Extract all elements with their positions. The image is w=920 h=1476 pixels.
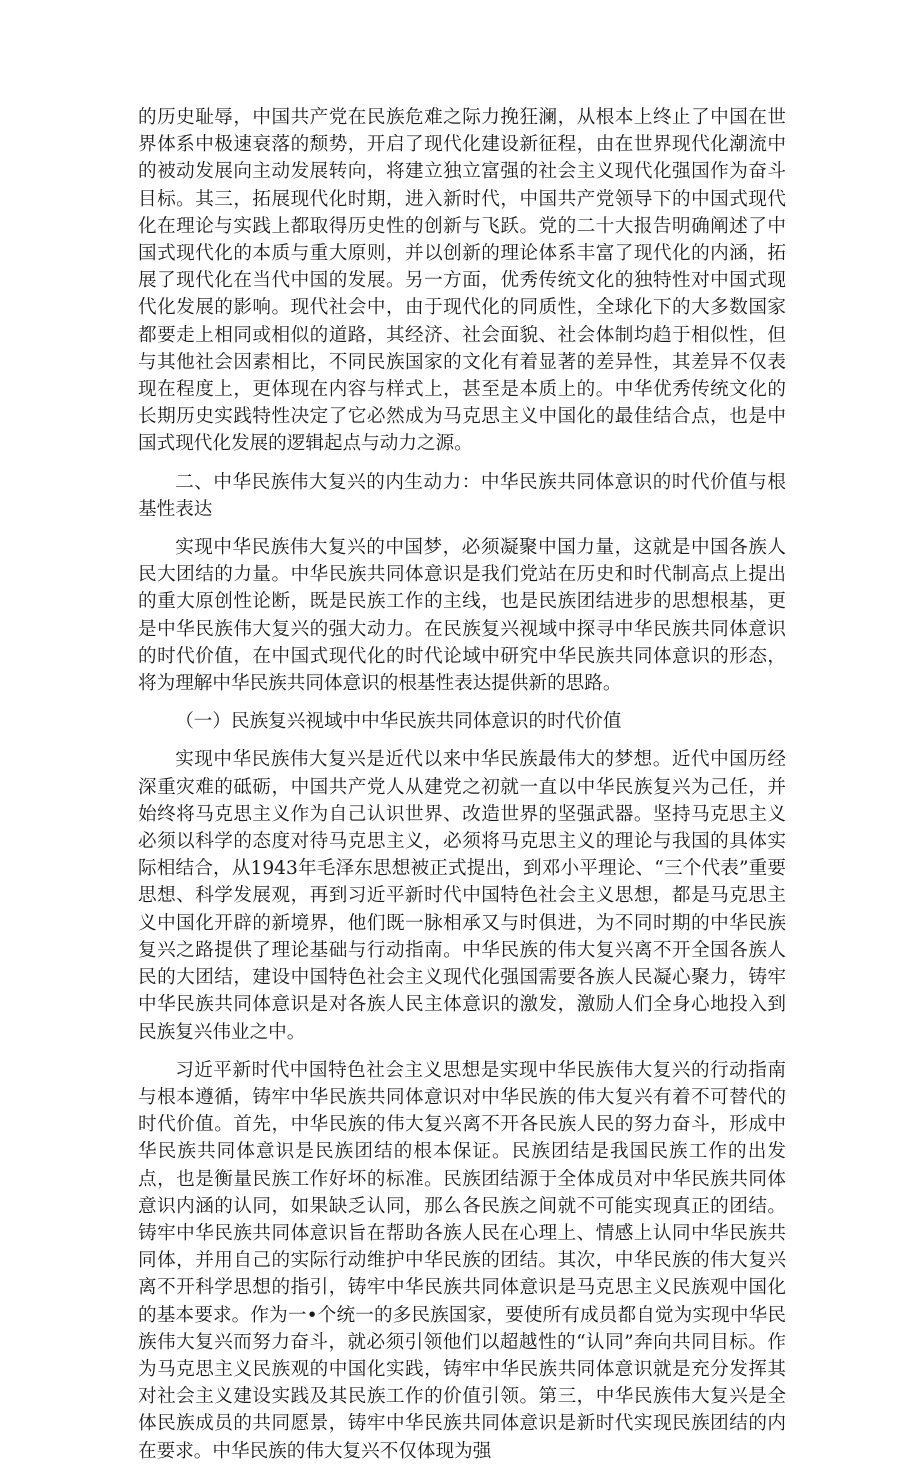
section-heading: 二、中华民族伟大复兴的内生动力：中华民族共同体意识的时代价值与根基性表达 <box>138 471 786 520</box>
paragraph-continued: 的历史耻辱，中国共产党在民族危难之际力挽狂澜，从根本上终止了中国在世界体系中极速衰落的颓势，开启了现代化建设新征程，由在世界现代化潮流中的被动发展向主动发展转向，将建立独立富强的社会主义现代化强国作为奋斗目标。其三，拓展现代化时期，进入新时代，中国共产党领导下的中国式现代化在理论与实践上都取得历史性的创新与飞跃。党的二十大报告明确阐述了中国式现代化的本质与重大原则，并以创新的理论体系丰富了现代化的内涵，拓展了现代化在当代中国的发展。另一方面，优秀传统文化的独特性对中国式现代化发展的影响。现代社会中，由于现代化的同质性，全球化下的大多数国家都要走上相同或相似的道路，其经济、社会面貌、社会体制均趋于相似性，但与其他社会因素相比，不同民族国家的文化有着显著的差异性，其差异不仅表现在程度上，更体现在内容与样式上，甚至是本质上的。中华优秀传统文化的长期历史实践特性决定了它必然成为马克思主义中国化的最佳结合点，也是中国式现代化发展的逻辑起点与动力之源。 <box>138 107 786 455</box>
section-intro-paragraph: 实现中华民族伟大复兴的中国梦，必须凝聚中国力量，这就是中国各族人民大团结的力量。中华民族共同体意识是我们党站在历史和时代制高点上提出的重大原创性论断，既是民族工作的主线，也是民族团结进步的思想根基，更是中华民族伟大复兴的强大动力。在民族复兴视域中探寻中华民族共同体意识的时代价值，在中国式现代化的时代论域中研究中华民族共同体意识的形态，将为理解中华民族共同体意识的根基性表达提供新的思路。 <box>138 537 786 695</box>
body-paragraph: 习近平新时代中国特色社会主义思想是实现中华民族伟大复兴的行动指南与根本遵循，铸牢中华民族共同体意识对中华民族的伟大复兴有着不可替代的时代价值。首先，中华民族的伟大复兴离不开各民族人民的努力奋斗，形成中华民族共同体意识是民族团结的根本保证。民族团结是我国民族工作的出发点，也是衡量民族工作好坏的标准。民族团结源于全体成员对中华民族共同体意识内涵的认同，如果缺乏认同，那么各民族之间就不可能实现真正的团结。铸牢中华民族共同体意识旨在帮助各族人民在心理上、情感上认同中华民族共同体，并用自己的实际行动维护中华民族的团结。其次，中华民族的伟大复兴离不开科学思想的指引，铸牢中华民族共同体意识是马克思主义民族观中国化的基本要求。作为一•个统一的多民族国家，要使所有成员都自觉为实现中华民族伟大复兴而努力奋斗，就必须引领他们以超越性的“认同”奔向共同目标。作为马克思主义民族观的中国化实践，铸牢中华民族共同体意识就是充分发挥其对社会主义建设实践及其民族工作的价值引领。第三，中华民族伟大复兴是全体民族成员的共同愿景，铸牢中华民族共同体意识是新时代实现民族团结的内在要求。中华民族的伟大复兴不仅体现为强 <box>138 1059 786 1462</box>
document-page <box>138 104 786 1476</box>
subsection-heading: （一）民族复兴视域中中华民族共同体意识的时代价值 <box>175 711 622 733</box>
body-paragraph: 实现中华民族伟大复兴是近代以来中华民族最伟大的梦想。近代中国历经深重灾难的砥砺，中国共产党人从建党之初就一直以中华民族复兴为己任，并始终将马克思主义作为自己认识世界、改造世界的坚强武器。坚持马克思主义必须以科学的态度对待马克思主义，必须将马克思主义的理论与我国的具体实际相结合，从1943年毛泽东思想被正式提出，到邓小平理论、“三个代表”重要思想、科学发展观，再到习近平新时代中国特色社会主义思想，都是马克思主义中国化开辟的新境界，他们既一脉相承又与时俱进，为不同时期的中华民族复兴之路提供了理论基础与行动指南。中华民族的伟大复兴离不开全国各族人民的大团结，建设中国特色社会主义现代化强国需要各族人民凝心聚力，铸牢中华民族共同体意识是对各族人民主体意识的激发，激励人们全身心地投入到民族复兴伟业之中。 <box>138 749 786 1043</box>
